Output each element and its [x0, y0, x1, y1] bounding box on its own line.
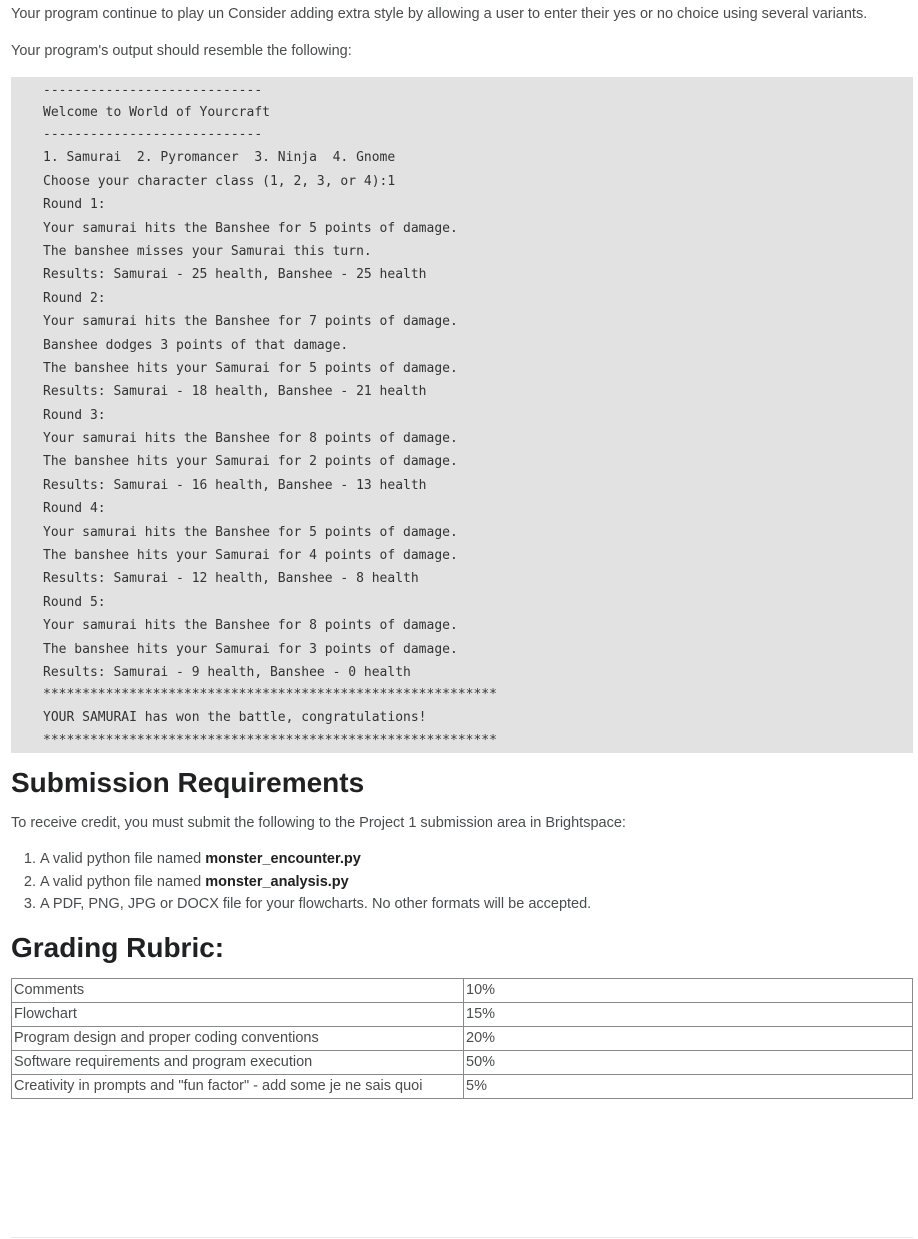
- console-line: 1. Samurai 2. Pyromancer 3. Ninja 4. Gnome: [43, 150, 396, 166]
- rubric-heading: Grading Rubric:: [11, 931, 225, 963]
- console-line: Round 1:: [43, 197, 106, 213]
- console-line: Your samurai hits the Banshee for 8 points of damage.: [43, 431, 458, 447]
- list-item: 3. A PDF, PNG, JPG or DOCX file for your flowcharts. No other formats will be accepted.: [40, 893, 913, 916]
- output-lead-text: Your program's output should resemble the following:: [11, 43, 352, 59]
- console-output-block: [11, 77, 913, 753]
- console-line: The banshee hits your Samurai for 3 points of damage.: [43, 641, 458, 657]
- filename-text: monster_analysis.py: [205, 873, 349, 890]
- rubric-weight: 50%: [464, 1050, 913, 1074]
- submission-intro: To receive credit, you must submit the following to the Project 1 submission area in Brightspace:: [11, 815, 626, 831]
- rubric-criterion: Flowchart: [12, 1002, 464, 1026]
- console-line: Results: Samurai - 12 health, Banshee - 8 health: [43, 571, 419, 587]
- rubric-criterion: Software requirements and program execution: [12, 1050, 464, 1074]
- console-line: Choose your character class (1, 2, 3, or 4):1: [43, 173, 396, 189]
- table-row: [12, 1050, 913, 1074]
- list-item: 2. A valid python file named monster_analysis.py: [40, 871, 913, 894]
- console-line: Your samurai hits the Banshee for 5 points of damage.: [43, 524, 458, 540]
- console-line: Results: Samurai - 9 health, Banshee - 0 health: [43, 664, 411, 680]
- rubric-weight: 5%: [464, 1074, 913, 1098]
- console-line: Round 5:: [43, 594, 106, 610]
- rubric-weight: 15%: [464, 1002, 913, 1026]
- console-line: The banshee hits your Samurai for 2 points of damage.: [43, 454, 458, 470]
- assignment-page: [11, 0, 913, 1099]
- rubric-weight: 10%: [464, 978, 913, 1002]
- console-line: The banshee hits your Samurai for 4 points of damage.: [43, 548, 458, 564]
- filename-text: monster_encounter.py: [205, 851, 361, 867]
- bottom-divider: [11, 1237, 913, 1238]
- submission-heading: Submission Requirements: [11, 767, 365, 798]
- console-line: Round 3:: [43, 407, 106, 423]
- console-line: Your samurai hits the Banshee for 5 points of damage.: [43, 220, 458, 236]
- console-line: Your samurai hits the Banshee for 7 points of damage.: [43, 314, 458, 330]
- console-line: The banshee hits your Samurai for 5 points of damage.: [43, 360, 458, 376]
- console-line: Round 4:: [43, 501, 106, 517]
- table-row: [12, 1074, 913, 1098]
- console-line: Round 2:: [43, 290, 106, 306]
- console-line: YOUR SAMURAI has won the battle, congratulations!: [43, 710, 427, 726]
- list-item: 1. A valid python file named monster_encounter.py: [40, 848, 913, 871]
- console-line: The banshee misses your Samurai this turn.: [43, 243, 372, 259]
- table-row: [12, 1002, 913, 1026]
- console-line: ----------------------------: [43, 83, 263, 98]
- intro-paragraph: Your program continue to play un Consider adding extra style by allowing a user to enter their yes or no choice using several variants.: [11, 6, 868, 22]
- console-line: Banshee dodges 3 points of that damage.: [43, 337, 349, 353]
- rubric-weight: 20%: [464, 1026, 913, 1050]
- console-line: Results: Samurai - 16 health, Banshee - 13 health: [43, 477, 427, 493]
- console-line: **********************************************************: [43, 687, 497, 703]
- rubric-criterion: Program design and proper coding conventions: [12, 1026, 464, 1050]
- console-line: ----------------------------: [43, 127, 263, 143]
- console-line: **********************************************************: [43, 732, 497, 748]
- rubric-criterion: Creativity in prompts and "fun factor" - add some je ne sais quoi: [12, 1074, 464, 1098]
- submission-list: [11, 848, 913, 916]
- console-line: Results: Samurai - 18 health, Banshee - 21 health: [43, 384, 427, 400]
- rubric-table: [11, 978, 913, 1099]
- console-line: Results: Samurai - 25 health, Banshee - 25 health: [43, 267, 427, 283]
- console-line: Welcome to World of Yourcraft: [43, 105, 270, 120]
- table-row: [12, 978, 913, 1002]
- rubric-criterion: Comments: [12, 978, 464, 1002]
- console-line: Your samurai hits the Banshee for 8 points of damage.: [43, 618, 458, 634]
- table-row: [12, 1026, 913, 1050]
